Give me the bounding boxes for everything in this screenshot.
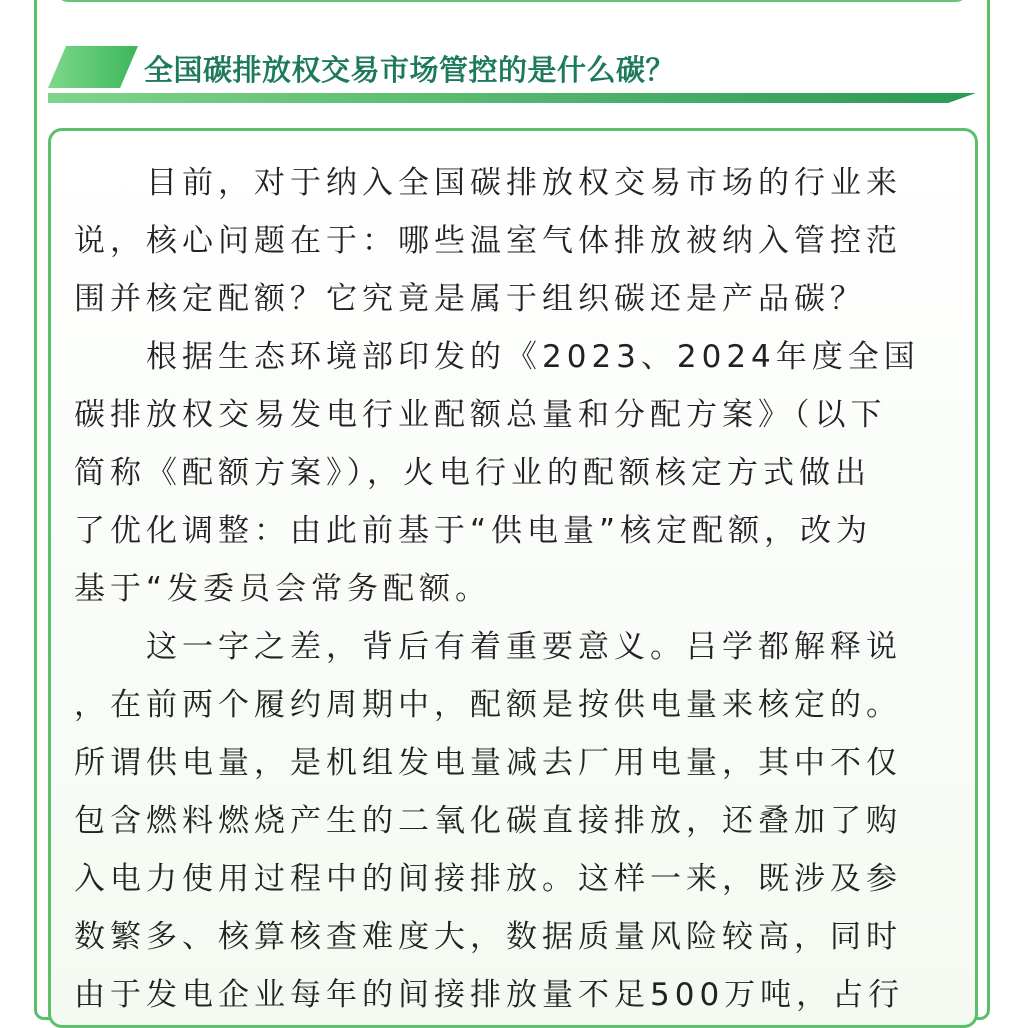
section-title: 全国碳排放权交易市场管控的是什么碳？ [144, 53, 676, 87]
previous-section-box [56, 0, 968, 2]
article-line: 碳排放权交易发电行业配额总量和分配方案》（以下 [74, 397, 887, 433]
heading-underline [48, 93, 976, 103]
article-line: 基于“发委员会常务配额。 [74, 571, 492, 607]
article-line: 目前，对于纳入全国碳排放权交易市场的行业来 [74, 165, 902, 201]
article-line: 包含燃料燃烧产生的二氧化碳直接排放，还叠加了购 [74, 803, 902, 839]
section-heading [48, 42, 978, 106]
article-line: ，在前两个履约周期中，配额是按供电量来核定的。 [74, 687, 902, 723]
article-line: 由于发电企业每年的间接排放量不足500万吨，占行 [74, 977, 905, 1013]
article-line: 简称《配额方案》），火电行业的配额核定方式做出 [74, 455, 871, 491]
heading-tab-decoration [48, 46, 138, 88]
article-line: 说，核心问题在于：哪些温室气体排放被纳入管控范 [74, 223, 902, 259]
article-line: 围并核定配额？它究竟是属于组织碳还是产品碳？ [74, 281, 866, 317]
article-line: 根据生态环境部印发的《2023、2024年度全国 [74, 339, 920, 375]
article-line: 所谓供电量，是机组发电量减去厂用电量，其中不仅 [74, 745, 902, 781]
article-line: 这一字之差，背后有着重要意义。吕学都解释说 [74, 629, 902, 665]
article-line: 了优化调整：由此前基于“供电量”核定配额，改为 [74, 513, 873, 549]
article-line: 数繁多、核算核查难度大，数据质量风险较高，同时 [74, 919, 902, 955]
article-line: 入电力使用过程中的间接排放。这样一来，既涉及参 [74, 861, 902, 897]
